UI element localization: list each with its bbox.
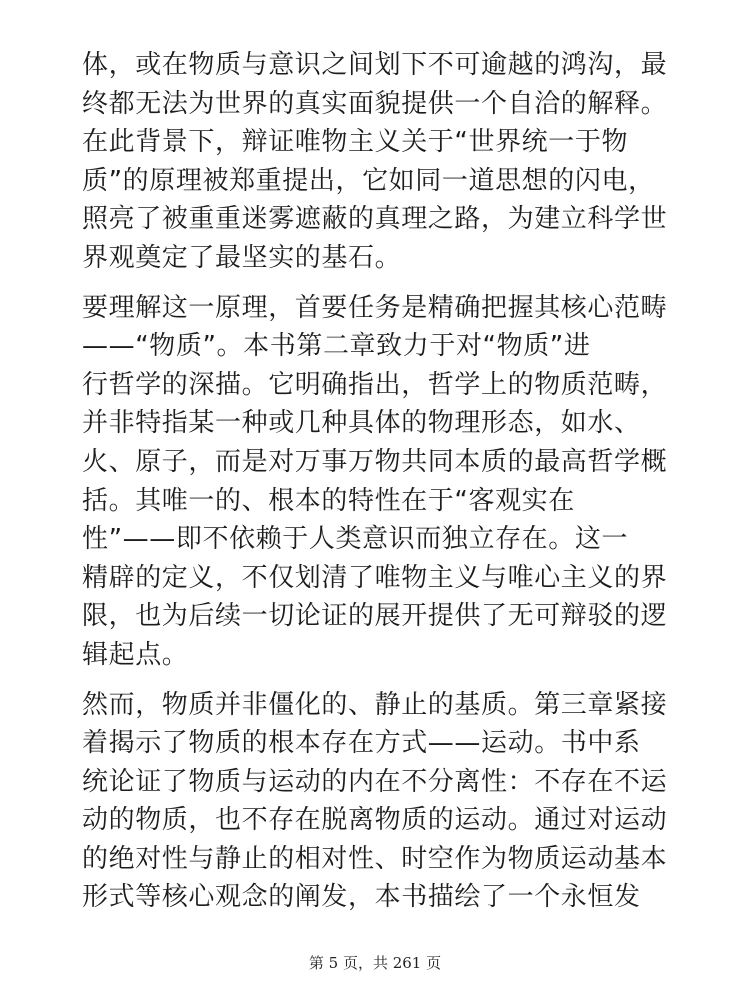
text-line: 并非特指某一种或几种具体的物理形态，如水、	[82, 408, 641, 439]
text-line: ——“物质”。本书第二章致力于对“物质”进	[82, 331, 591, 362]
text-line: 限，也为后续一切论证的展开提供了无可辩驳的逻	[82, 601, 668, 632]
text-line: 界观奠定了最坚实的基石。	[82, 242, 402, 273]
text-line: 体，或在物质与意识之间划下不可逾越的鸿沟，最	[82, 50, 668, 80]
text-line: 精辟的定义，不仅划清了唯物主义与唯心主义的界	[82, 562, 668, 593]
text-line: 辑起点。	[82, 639, 189, 670]
text-line: 要理解这一原理，首要任务是精确把握其核心范畴	[82, 292, 668, 323]
page-number-footer: 第 5 页，共 261 页	[308, 954, 442, 972]
text-line: 统论证了物质与运动的内在不分离性：不存在不运	[82, 766, 668, 797]
paragraph-3	[82, 686, 682, 918]
text-line: 行哲学的深描。它明确指出，哲学上的物质范畴，	[82, 369, 668, 400]
text-line: 动的物质，也不存在脱离物质的运动。通过对运动	[82, 805, 668, 836]
text-line: 质”的原理被郑重提出，它如同一道思想的闪电，	[82, 165, 655, 196]
text-line: 照亮了被重重迷雾遮蔽的真理之路，为建立科学世	[82, 204, 668, 235]
text-line: 括。其唯一的、根本的特性在于“客观实在	[82, 485, 575, 516]
text-line: 在此背景下，辩证唯物主义关于“世界统一于物	[82, 127, 629, 158]
paragraph-1	[82, 46, 682, 278]
text-line: 终都无法为世界的真实面貌提供一个自洽的解释。	[82, 88, 668, 119]
text-line: 形式等核心观念的阐发，本书描绘了一个永恒发	[82, 882, 641, 913]
paragraph-2	[82, 289, 682, 675]
text-line: 火、原子，而是对万事万物共同本质的最高哲学概	[82, 446, 668, 477]
text-line: 着揭示了物质的根本存在方式——运动。书中系	[82, 728, 641, 759]
text-line: 的绝对性与静止的相对性、时空作为物质运动基本	[82, 843, 668, 874]
body-text	[82, 46, 682, 928]
text-line: 性”——即不依赖于人类意识而独立存在。这一	[82, 524, 629, 555]
text-line: 然而，物质并非僵化的、静止的基质。第三章紧接	[82, 689, 668, 720]
